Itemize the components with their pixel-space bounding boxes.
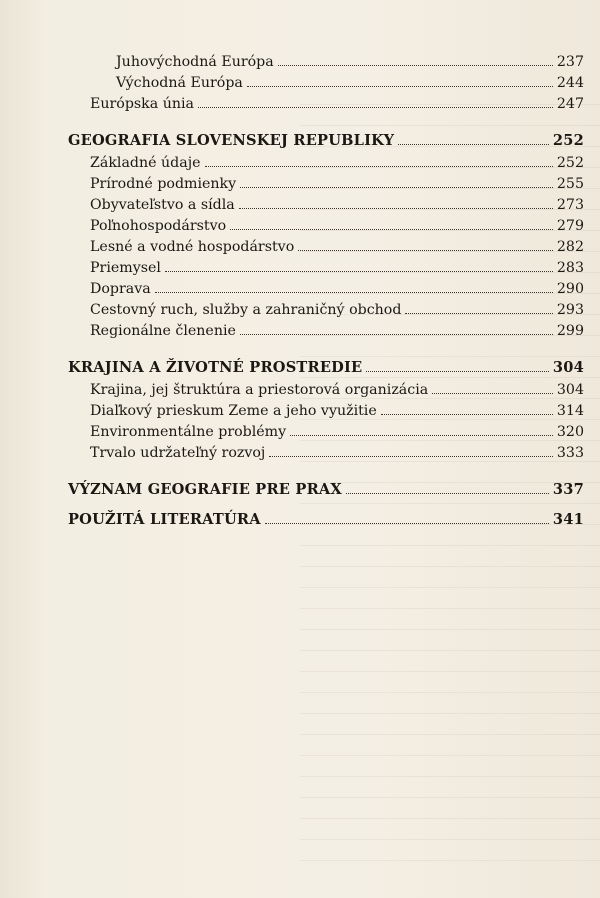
toc-entry-page: 282	[556, 239, 584, 255]
toc-chapter-title: VÝZNAM GEOGRAFIE PRE PRAX	[68, 481, 342, 498]
toc-entry-title: Základné údaje	[90, 155, 201, 171]
toc-entry-title: Diaľkový prieskum Zeme a jeho využitie	[90, 403, 377, 419]
dot-leader	[240, 334, 553, 335]
toc-entry-page: 290	[556, 281, 584, 297]
toc-entry-page: 314	[556, 403, 584, 419]
toc-chapter-title: GEOGRAFIA SLOVENSKEJ REPUBLIKY	[68, 132, 395, 149]
toc-entry	[68, 258, 584, 279]
dot-leader	[198, 107, 553, 108]
toc-entry-page: 255	[556, 176, 584, 192]
toc-entry-title: Priemysel	[90, 260, 161, 276]
toc-entry-title: Prírodné podmienky	[90, 176, 237, 192]
table-of-contents	[68, 52, 584, 532]
toc-entry-title: Obyvateľstvo a sídla	[90, 197, 235, 213]
toc-entry	[68, 73, 584, 94]
toc-entry-page: 304	[556, 382, 584, 398]
toc-chapter-title: KRAJINA A ŽIVOTNÉ PROSTREDIE	[68, 359, 363, 376]
toc-chapter-heading	[68, 356, 584, 380]
toc-entry	[68, 300, 584, 321]
toc-entry-title: Európska únia	[90, 96, 195, 112]
toc-entry	[68, 94, 584, 115]
toc-entry-page: 320	[556, 424, 584, 440]
dot-leader	[165, 271, 553, 272]
toc-chapter-page: 252	[552, 132, 584, 149]
dot-leader	[432, 393, 553, 394]
dot-leader	[346, 493, 549, 494]
toc-entry	[68, 153, 584, 174]
toc-entry-title: Východná Európa	[116, 75, 243, 91]
toc-entry	[68, 195, 584, 216]
dot-leader	[230, 229, 553, 230]
toc-entry	[68, 321, 584, 342]
toc-chapter-heading	[68, 129, 584, 153]
dot-leader	[205, 166, 553, 167]
toc-entry-page: 299	[556, 323, 584, 339]
toc-entry-title: Juhovýchodná Európa	[116, 54, 274, 70]
toc-chapter-heading	[68, 478, 584, 502]
dot-leader	[269, 456, 553, 457]
toc-entry-title: Cestovný ruch, služby a zahraničný obchod	[90, 302, 402, 318]
toc-entry	[68, 401, 584, 422]
toc-entry-title: Doprava	[90, 281, 151, 297]
toc-entry-title: Krajina, jej štruktúra a priestorová organizácia	[90, 382, 429, 398]
toc-chapter-page: 337	[552, 481, 584, 498]
dot-leader	[240, 187, 553, 188]
toc-entry-title: Regionálne členenie	[90, 323, 236, 339]
toc-entry-page: 333	[556, 445, 584, 461]
dot-leader	[398, 144, 549, 145]
dot-leader	[265, 523, 549, 524]
toc-entry-page: 247	[556, 96, 584, 112]
toc-entry	[68, 422, 584, 443]
toc-entry-page: 237	[556, 54, 584, 70]
dot-leader	[239, 208, 553, 209]
toc-entry-title: Poľnohospodárstvo	[90, 218, 227, 234]
toc-entry	[68, 216, 584, 237]
toc-entry	[68, 52, 584, 73]
toc-chapter-heading	[68, 508, 584, 532]
toc-entry-page: 273	[556, 197, 584, 213]
toc-chapter-page: 304	[552, 359, 584, 376]
toc-entry	[68, 380, 584, 401]
toc-entry	[68, 443, 584, 464]
toc-entry-page: 252	[556, 155, 584, 171]
toc-entry-title: Trvalo udržateľný rozvoj	[90, 445, 266, 461]
toc-chapter-page: 341	[552, 511, 584, 528]
dot-leader	[278, 65, 553, 66]
dot-leader	[247, 86, 553, 87]
dot-leader	[381, 414, 553, 415]
toc-entry-title: Lesné a vodné hospodárstvo	[90, 239, 295, 255]
dot-leader	[366, 371, 549, 372]
toc-entry-page: 244	[556, 75, 584, 91]
toc-entry-page: 293	[556, 302, 584, 318]
toc-chapter-title: POUŽITÁ LITERATÚRA	[68, 511, 261, 528]
toc-entry-title: Environmentálne problémy	[90, 424, 287, 440]
toc-entry	[68, 237, 584, 258]
toc-entry	[68, 279, 584, 300]
dot-leader	[155, 292, 553, 293]
dot-leader	[290, 435, 553, 436]
dot-leader	[405, 313, 553, 314]
toc-entry-page: 283	[556, 260, 584, 276]
toc-entry	[68, 174, 584, 195]
toc-entry-page: 279	[556, 218, 584, 234]
dot-leader	[298, 250, 553, 251]
